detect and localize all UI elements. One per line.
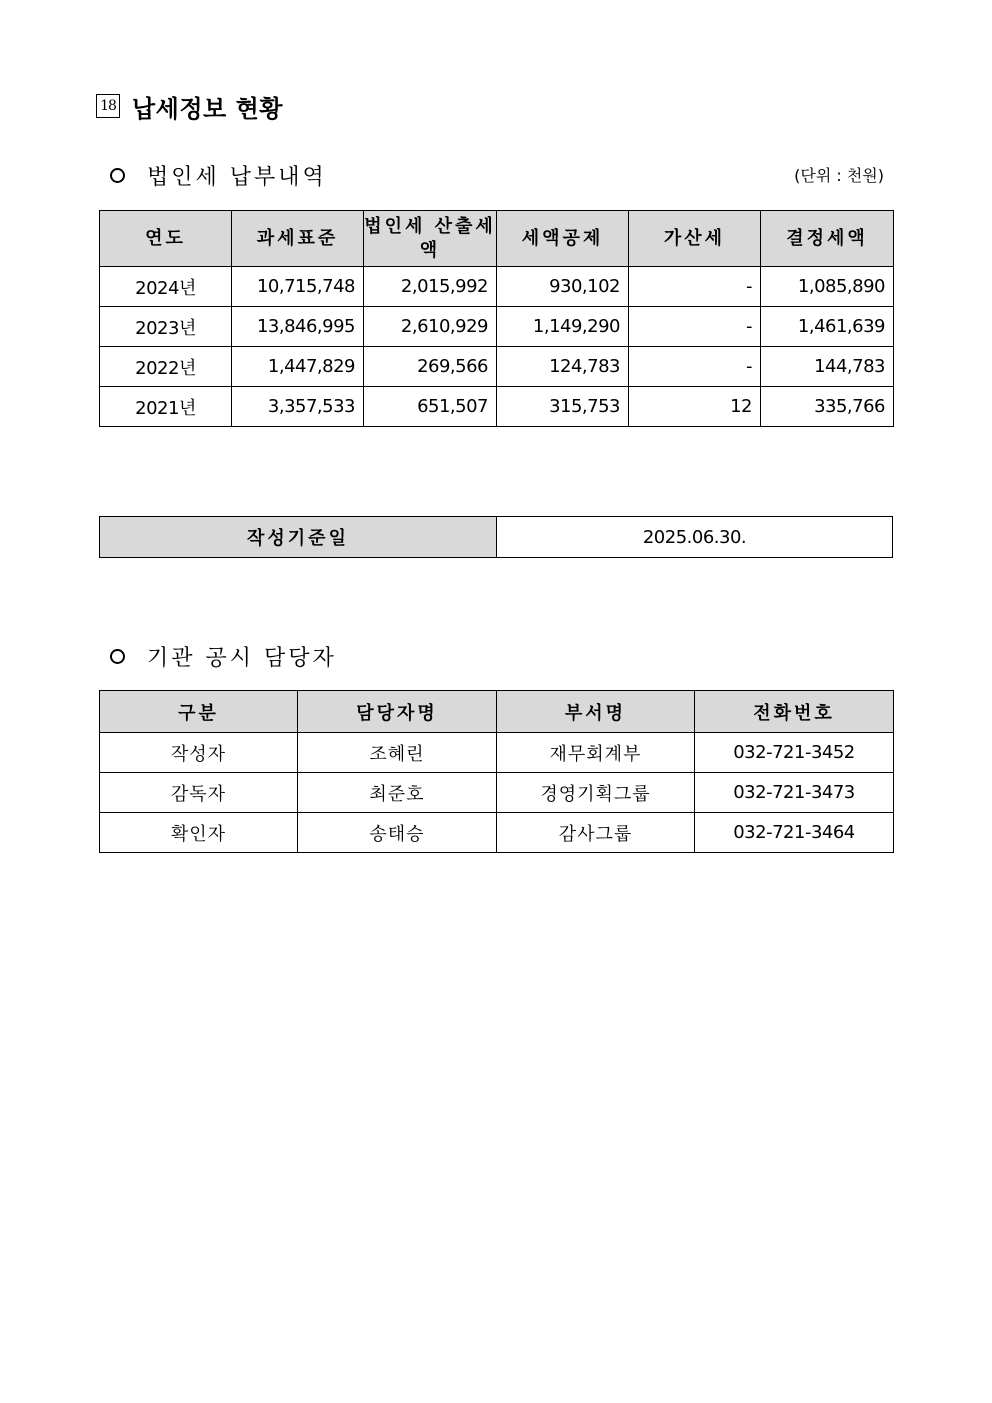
base-date-label: 작성기준일 — [100, 517, 497, 558]
page-title-text: 납세정보 현황 — [132, 94, 283, 123]
table-header-row — [100, 691, 894, 733]
header-calculated-tax: 법인세 산출세액 — [364, 211, 497, 267]
section-number-badge: 18 — [96, 94, 120, 118]
cell-calculated-tax: 269,566 — [364, 347, 497, 387]
table-row — [100, 267, 894, 307]
contact-section-title: 기관 공시 담당자 — [147, 645, 337, 671]
cell-person-name: 송태승 — [298, 813, 497, 853]
header-additional-tax: 가산세 — [629, 211, 761, 267]
cell-additional-tax: - — [629, 347, 761, 387]
table-row — [100, 773, 894, 813]
cell-phone: 032-721-3464 — [695, 813, 894, 853]
cell-additional-tax: - — [629, 267, 761, 307]
tax-section-title: 법인세 납부내역 — [147, 164, 327, 190]
circle-bullet-icon — [110, 649, 125, 664]
cell-tax-base: 13,846,995 — [232, 307, 364, 347]
table-row — [100, 347, 894, 387]
cell-phone: 032-721-3452 — [695, 733, 894, 773]
base-date-row — [100, 517, 893, 558]
circle-bullet-icon — [110, 168, 125, 183]
header-person-name: 담당자명 — [298, 691, 497, 733]
table-row — [100, 387, 894, 427]
table-header-row — [100, 211, 894, 267]
header-phone: 전화번호 — [695, 691, 894, 733]
cell-department: 감사그룹 — [497, 813, 695, 853]
cell-calculated-tax: 2,015,992 — [364, 267, 497, 307]
cell-year: 2024년 — [100, 267, 232, 307]
cell-additional-tax: 12 — [629, 387, 761, 427]
cell-role: 확인자 — [100, 813, 298, 853]
cell-person-name: 최준호 — [298, 773, 497, 813]
header-department: 부서명 — [497, 691, 695, 733]
corporate-tax-table — [99, 210, 894, 427]
cell-tax-credit: 1,149,290 — [497, 307, 629, 347]
cell-tax-credit: 315,753 — [497, 387, 629, 427]
cell-tax-credit: 930,102 — [497, 267, 629, 307]
contact-section-heading — [110, 641, 337, 671]
tax-section-heading — [110, 160, 327, 190]
cell-additional-tax: - — [629, 307, 761, 347]
cell-tax-credit: 124,783 — [497, 347, 629, 387]
cell-role: 감독자 — [100, 773, 298, 813]
cell-determined-tax: 1,085,890 — [761, 267, 894, 307]
header-determined-tax: 결정세액 — [761, 211, 894, 267]
contact-table — [99, 690, 894, 853]
cell-role: 작성자 — [100, 733, 298, 773]
base-date-value: 2025.06.30. — [497, 517, 893, 558]
base-date-table — [99, 516, 893, 558]
cell-determined-tax: 335,766 — [761, 387, 894, 427]
cell-tax-base: 3,357,533 — [232, 387, 364, 427]
cell-tax-base: 10,715,748 — [232, 267, 364, 307]
cell-year: 2023년 — [100, 307, 232, 347]
cell-determined-tax: 144,783 — [761, 347, 894, 387]
cell-calculated-tax: 2,610,929 — [364, 307, 497, 347]
table-row — [100, 733, 894, 773]
header-tax-credit: 세액공제 — [497, 211, 629, 267]
cell-year: 2021년 — [100, 387, 232, 427]
cell-tax-base: 1,447,829 — [232, 347, 364, 387]
page-title — [96, 90, 283, 122]
cell-determined-tax: 1,461,639 — [761, 307, 894, 347]
table-row — [100, 813, 894, 853]
header-role: 구분 — [100, 691, 298, 733]
cell-department: 경영기획그룹 — [497, 773, 695, 813]
cell-calculated-tax: 651,507 — [364, 387, 497, 427]
unit-note: (단위 : 천원) — [794, 166, 884, 185]
table-row — [100, 307, 894, 347]
cell-phone: 032-721-3473 — [695, 773, 894, 813]
header-tax-base: 과세표준 — [232, 211, 364, 267]
cell-person-name: 조혜린 — [298, 733, 497, 773]
header-year: 연도 — [100, 211, 232, 267]
cell-department: 재무회계부 — [497, 733, 695, 773]
cell-year: 2022년 — [100, 347, 232, 387]
